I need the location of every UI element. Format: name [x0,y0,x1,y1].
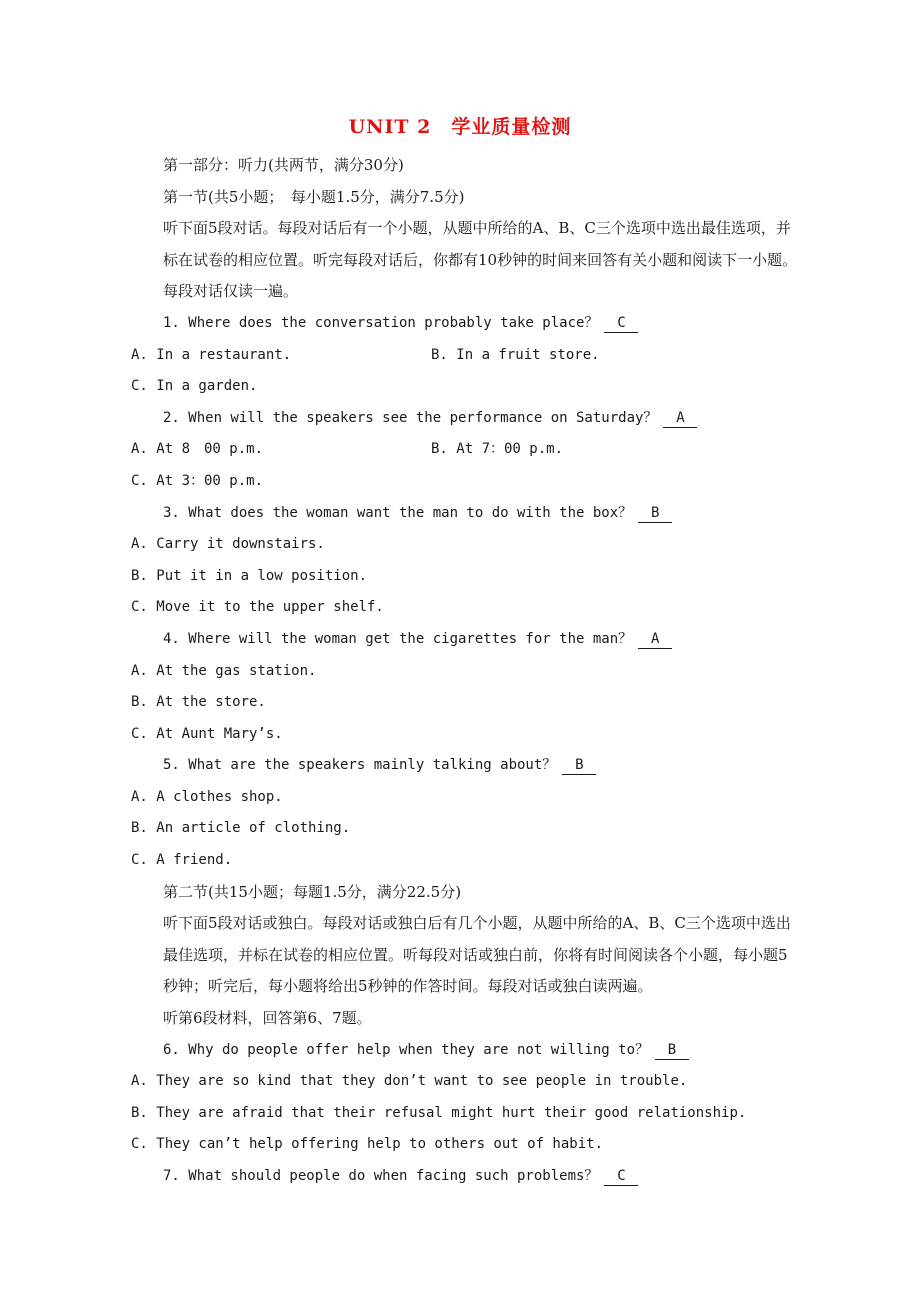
option-c: C. In a garden. [131,378,258,395]
answer-blank: A [663,409,697,428]
answer-blank: C [604,1167,638,1186]
option-a: A. At the gas station. [131,662,317,679]
option-c: C. At Aunt Mary’s. [131,725,283,742]
instructions: 听下面5段对话或独白。每段对话或独白后有几个小题，从题中所给的A、B、C三个选项中选出最佳选项，并标在试卷的相应位置。听每段对话或独白前，你将有时间阅读各个小题，每小题5秒钟；听完后，每小题将给出5秒钟的作答时间。每段对话或独白读两遍。 [163,914,791,996]
question-text: 7. What should people do when facing such problems？ [163,1168,599,1184]
question-text: 5. What are the speakers mainly talking about？ [163,757,557,774]
question-text: 1. Where does the conversation probably take place？ [163,314,599,331]
option-a: A. They are so kind that they don’t want to see people in trouble. [131,1073,688,1090]
option-b: B. At the store. [131,694,266,711]
option-a: A. In a restaurant. [131,346,292,363]
option-b: B. Put it in a low position. [131,567,368,584]
option-b: B. They are afraid that their refusal might hurt their good relationship. [131,1104,747,1121]
option-a: A. Carry it downstairs. [131,536,325,553]
question [131,1035,801,1067]
answer-blank: B [562,756,596,775]
option-b: B. An article of clothing. [131,820,351,837]
question-text: 2. When will the speakers see the performance on Saturday？ [163,409,658,426]
question [131,624,801,656]
question-text: 3. What does the woman want the man to do with the box？ [163,504,633,521]
option-c: C. A friend. [131,852,233,869]
answer-blank: B [638,504,672,523]
question [131,750,801,782]
question [131,498,801,530]
option-row [131,340,801,372]
question-text: 4. Where will the woman get the cigarettes for the man？ [163,630,633,647]
option-c: C. They can’t help offering help to others out of habit. [131,1136,604,1153]
question [131,1161,801,1193]
page-title: UNIT 2 学业质量检测 [348,116,572,138]
option-a: A. A clothes shop. [131,788,283,805]
option-c: C. At 3：00 p.m. [131,472,264,489]
document-body [131,150,801,1193]
answer-blank: C [604,314,638,333]
answer-blank: B [655,1041,689,1060]
part-heading: 第一部分：听力(共两节，满分30分) [163,156,404,174]
answer-blank: A [638,630,672,649]
question [131,403,801,435]
section-heading: 第二节(共15小题；每题1.5分，满分22.5分) [163,882,462,901]
option-b: B. At 7：00 p.m. [431,441,564,458]
question-text: 6. Why do people offer help when they are not willing to？ [163,1041,650,1058]
option-row [131,434,801,466]
question [131,308,801,340]
option-b: B. In a fruit store. [431,346,600,363]
option-c: C. Move it to the upper shelf. [131,599,384,616]
instructions: 听下面5段对话。每段对话后有一个小题，从题中所给的A、B、C三个选项中选出最佳选项，并标在试卷的相应位置。听完每段对话后，你都有10秒钟的时间来回答有关小题和阅读下一小题。每段对话仅读一遍。 [163,219,798,301]
section-heading: 第一节(共5小题； 每小题1.5分，满分7.5分) [163,187,465,206]
material-note: 听第6段材料，回答第6、7题。 [163,1009,372,1028]
option-a: A. At 8 00 p.m. [131,441,264,458]
